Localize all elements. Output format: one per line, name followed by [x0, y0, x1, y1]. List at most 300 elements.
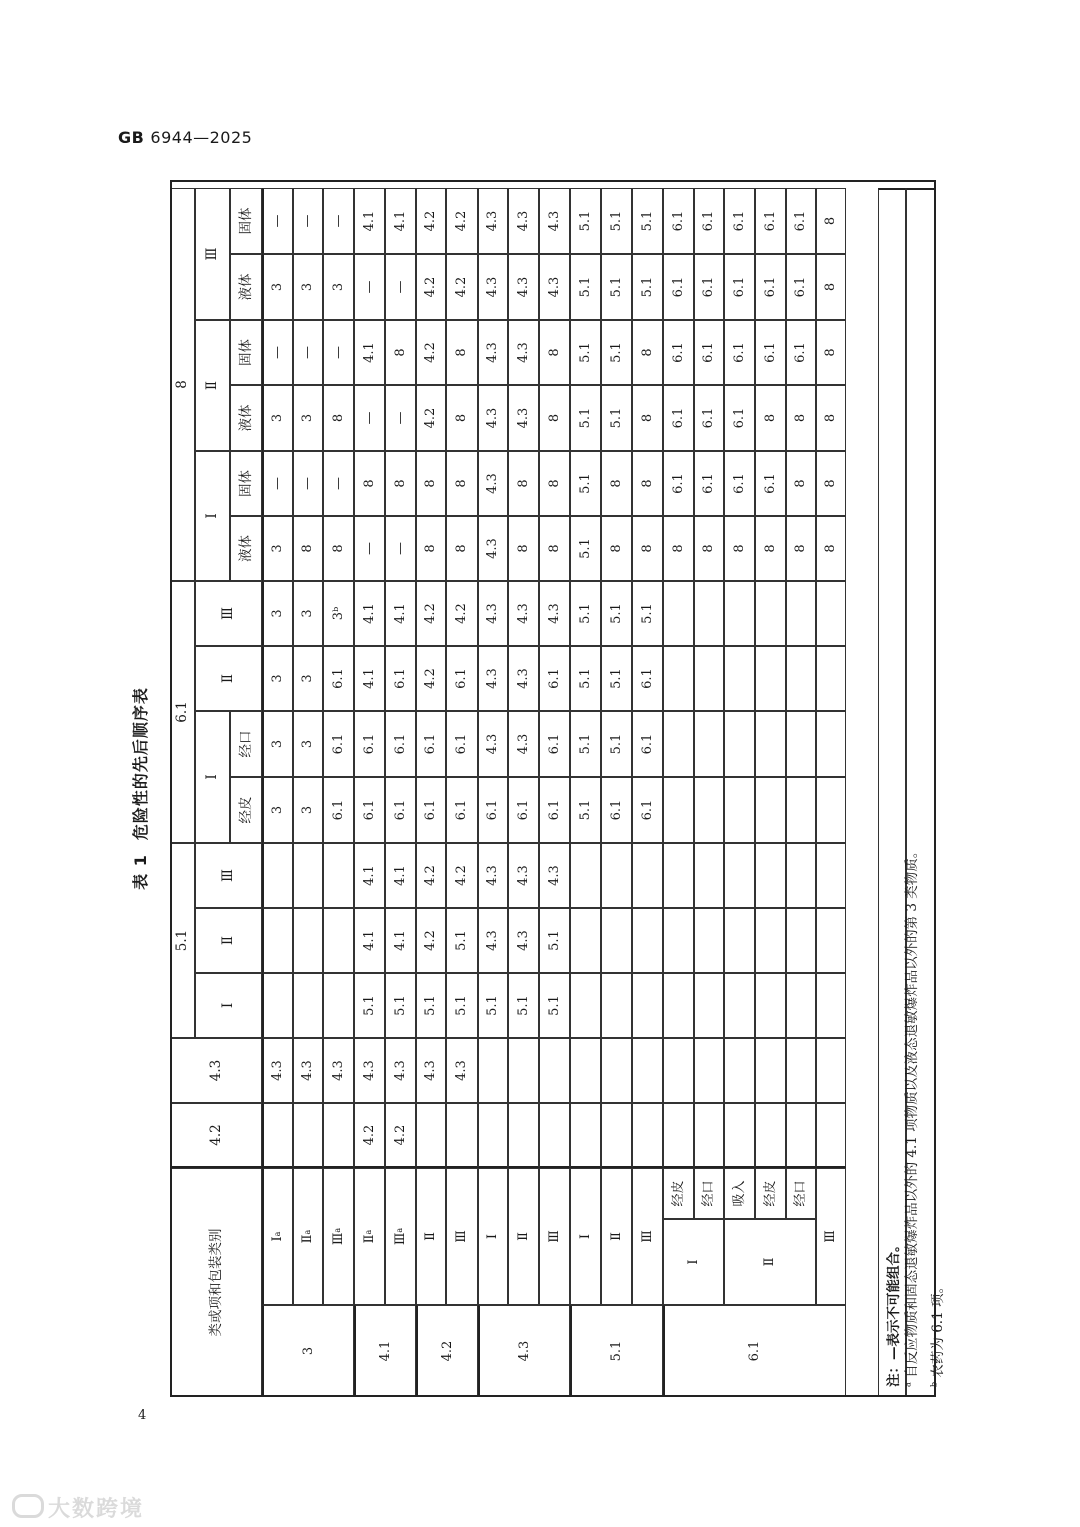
table-cell — [694, 320, 724, 385]
table-cell — [416, 320, 446, 385]
standard-code — [118, 128, 252, 147]
table-cell — [755, 516, 786, 581]
value-text: 3 — [300, 739, 316, 749]
table-cell — [262, 973, 293, 1038]
value-text: 3 — [270, 282, 286, 292]
value-text: 3 — [330, 282, 346, 292]
table-cell — [601, 581, 632, 646]
table-cell — [323, 1038, 354, 1103]
value-text: 4.3 — [485, 603, 501, 624]
value-text: 4.3 — [485, 733, 501, 755]
value-text: 8 — [731, 544, 747, 553]
value-text: 5.1 — [515, 995, 531, 1016]
table-cell — [354, 777, 385, 843]
table-cell — [570, 908, 601, 973]
row-route-label: 经皮 — [762, 1180, 778, 1207]
value-text: 6.1 — [361, 799, 377, 821]
table-title-text: 危险性的先后顺序表 — [131, 687, 150, 841]
value-text: 4.3 — [546, 210, 562, 232]
row-route-cell — [786, 1168, 816, 1219]
table-cell — [724, 1038, 755, 1103]
value-text: 4.3 — [515, 603, 531, 624]
table-cell — [755, 188, 786, 254]
table-cell — [694, 908, 724, 973]
row-pg-label: Ⅲ — [639, 1230, 655, 1243]
pg-label: Ⅱ — [220, 673, 237, 684]
table-cell — [539, 516, 570, 581]
table-cell — [385, 646, 416, 711]
table-cell — [385, 908, 416, 973]
table-cell — [663, 711, 694, 777]
row-group-4-3 — [478, 1305, 570, 1397]
table-cell — [601, 843, 632, 908]
table-cell — [632, 254, 663, 320]
table-cell — [539, 581, 570, 646]
value-text: 4.2 — [454, 603, 470, 624]
footnote-ref: a — [302, 1229, 312, 1235]
value-text: 6.1 — [515, 799, 531, 821]
col-header-4-3-cell — [170, 1038, 262, 1103]
footnote-b-text: 农药为 6.1 项。 — [930, 1280, 946, 1378]
row-pg-cell — [601, 1168, 632, 1305]
table-cell — [786, 581, 816, 646]
value-text: — — [300, 346, 316, 359]
row-pg-label: Ⅰ — [270, 1236, 286, 1242]
table-cell — [323, 908, 354, 973]
value-text: 8 — [546, 413, 562, 423]
value-text: 8 — [823, 216, 839, 226]
row-group-label: 4.2 — [439, 1340, 455, 1362]
table-cell — [632, 777, 663, 843]
table-cell — [632, 843, 663, 908]
table-cell — [786, 451, 816, 516]
table-cell — [385, 451, 416, 516]
table-cell — [478, 188, 508, 254]
value-text: 4.2 — [423, 276, 439, 298]
value-text: 4.3 — [485, 276, 501, 298]
value-text: — — [270, 214, 286, 228]
table-cell — [262, 188, 293, 254]
value-text: 3 — [270, 609, 286, 618]
table-cell — [632, 973, 663, 1038]
value-text: 4.2 — [392, 1124, 408, 1146]
row-pg-cell — [385, 1168, 416, 1305]
col-header-8-cell — [170, 188, 195, 581]
table-cell — [755, 777, 786, 843]
table-cell — [262, 908, 293, 973]
table-cell — [694, 188, 724, 254]
table-cell — [323, 646, 354, 711]
value-text: 5.1 — [608, 342, 624, 363]
value-text: 5.1 — [577, 407, 593, 429]
table-cell — [724, 516, 755, 581]
table-cell — [724, 581, 755, 646]
table-cell — [354, 711, 385, 777]
value-text: 3 — [270, 739, 286, 749]
table-footnotes — [903, 188, 946, 1397]
table-cell — [816, 1103, 846, 1168]
value-text: 5.1 — [577, 603, 593, 624]
table-title — [128, 180, 151, 1397]
table-cell — [354, 320, 385, 385]
table-cell — [323, 516, 354, 581]
value-text: 8 — [330, 544, 346, 553]
row-pg-label: Ⅲ — [330, 1232, 346, 1246]
value-text: 6.1 — [639, 733, 655, 755]
table-cell — [816, 646, 846, 711]
value-text: — — [361, 280, 377, 294]
table-cell — [663, 320, 694, 385]
table-cell — [416, 908, 446, 973]
col-header-4-2: 4.2 — [207, 1124, 224, 1146]
value-text: 6.1 — [454, 668, 470, 689]
table-cell — [478, 711, 508, 777]
table-cell — [446, 843, 478, 908]
value-text: 6.1 — [546, 799, 562, 821]
row-pg-label: Ⅱ — [762, 1257, 778, 1267]
table-cell — [323, 973, 354, 1038]
table-cell — [694, 777, 724, 843]
value-text: 6.1 — [793, 276, 809, 298]
table-cell — [539, 711, 570, 777]
footnote-b-mark: b — [929, 1381, 939, 1387]
table-cell — [446, 188, 478, 254]
value-text: 8 — [454, 413, 470, 423]
row-group-label: 4.1 — [377, 1340, 393, 1362]
value-text: 8 — [454, 348, 470, 357]
value-text: 8 — [515, 479, 531, 488]
value-text: 4.3 — [546, 865, 562, 886]
watermark — [12, 1492, 144, 1523]
table-cell — [632, 646, 663, 711]
value-text: 6.1 — [330, 668, 346, 689]
table-cell — [601, 320, 632, 385]
table-cell — [262, 516, 293, 581]
table-cell — [478, 908, 508, 973]
table-cell — [416, 516, 446, 581]
value-text: 6.1 — [485, 799, 501, 821]
value-text: 5.1 — [577, 538, 593, 559]
col-5-1-pg-2 — [195, 908, 262, 973]
table-cell — [478, 516, 508, 581]
table-cell — [416, 581, 446, 646]
col-8-pg-2-solid — [230, 320, 262, 385]
value-text: 5.1 — [608, 407, 624, 429]
table-cell — [816, 188, 846, 254]
table-cell — [293, 1103, 323, 1168]
col-8-pg-1-liquid — [230, 516, 262, 581]
table-cell — [786, 188, 816, 254]
value-text: 4.2 — [423, 407, 439, 429]
table-cell — [816, 777, 846, 843]
table-cell — [816, 385, 846, 451]
table-cell — [262, 385, 293, 451]
table-cell — [478, 581, 508, 646]
table-cell — [293, 581, 323, 646]
col-oral-label: 经口 — [237, 730, 254, 758]
table-cell — [262, 451, 293, 516]
table-cell — [478, 843, 508, 908]
table-cell — [446, 385, 478, 451]
table-cell — [816, 843, 846, 908]
table-cell — [446, 1038, 478, 1103]
value-text: 4.3 — [515, 210, 531, 232]
col-6-1-pg-2 — [195, 646, 262, 711]
col-8-pg-2 — [195, 320, 230, 451]
value-text: — — [361, 542, 377, 555]
table-cell — [385, 711, 416, 777]
table-cell — [478, 385, 508, 451]
table-cell — [570, 1103, 601, 1168]
table-cell — [570, 451, 601, 516]
table-cell — [446, 646, 478, 711]
value-text: 4.3 — [515, 668, 531, 689]
value-text: 6.1 — [392, 733, 408, 755]
table-cell — [508, 254, 539, 320]
table-cell — [786, 973, 816, 1038]
row-pg-cell — [354, 1168, 385, 1305]
table-cell — [508, 451, 539, 516]
table-cell — [663, 908, 694, 973]
table-cell — [539, 188, 570, 254]
col-8-pg-1-solid — [230, 451, 262, 516]
value-text: 8 — [361, 479, 377, 488]
value-text: 4.3 — [485, 930, 501, 951]
table-cell — [632, 385, 663, 451]
table-cell — [632, 188, 663, 254]
table-cell — [293, 646, 323, 711]
table-cell — [570, 385, 601, 451]
table-cell — [262, 1103, 293, 1168]
table-cell — [478, 451, 508, 516]
table-cell — [786, 843, 816, 908]
table-cell — [262, 646, 293, 711]
table-cell — [663, 646, 694, 711]
table-cell — [293, 777, 323, 843]
value-text: 4.2 — [361, 1124, 377, 1146]
row-group-label: 5.1 — [609, 1340, 625, 1362]
table-cell — [478, 320, 508, 385]
value-text: 4.2 — [454, 865, 470, 886]
value-text: 4.2 — [454, 276, 470, 298]
table-cell — [508, 711, 539, 777]
table-cell — [446, 777, 478, 843]
row-route-label: 吸入 — [731, 1180, 747, 1207]
row-pg-label: Ⅲ — [823, 1230, 839, 1243]
value-text: 5.1 — [639, 276, 655, 298]
table-cell — [632, 516, 663, 581]
table-cell — [724, 320, 755, 385]
value-text: 6.1 — [454, 799, 470, 821]
table-cell — [786, 777, 816, 843]
table-cell — [478, 1103, 508, 1168]
value-text: 5.1 — [608, 603, 624, 624]
row-pg-label: Ⅱ — [361, 1234, 377, 1244]
pg-label: Ⅲ — [220, 606, 237, 621]
footnote-ref: a — [333, 1227, 343, 1233]
value-text: 5.1 — [546, 995, 562, 1016]
table-cell — [755, 385, 786, 451]
table-cell — [663, 581, 694, 646]
table-cell — [694, 711, 724, 777]
table-cell — [385, 385, 416, 451]
value-text: — — [330, 346, 346, 359]
table-cell — [816, 711, 846, 777]
table-cell — [570, 1038, 601, 1103]
value-text: 3 — [270, 674, 286, 683]
col-6-1-oral — [230, 711, 262, 777]
value-text: 4.3 — [485, 473, 501, 494]
value-text: 8 — [823, 479, 839, 488]
table-cell — [724, 1103, 755, 1168]
value-text: 6.1 — [670, 473, 686, 494]
table-cell — [601, 385, 632, 451]
value-text: 4.3 — [485, 668, 501, 689]
value-text: 5.1 — [454, 930, 470, 951]
table-cell — [694, 385, 724, 451]
value-text: 6.1 — [731, 473, 747, 494]
table-cell — [446, 320, 478, 385]
table-cell — [755, 908, 786, 973]
value-text: 8 — [762, 544, 778, 553]
table-cell — [323, 777, 354, 843]
value-text: 4.3 — [515, 930, 531, 951]
table-cell — [632, 711, 663, 777]
table-cell — [446, 908, 478, 973]
table-cell — [354, 973, 385, 1038]
value-text: 4.2 — [454, 210, 470, 232]
row-pg-cell — [508, 1168, 539, 1305]
standard-prefix: GB — [118, 128, 145, 147]
table-cell — [293, 973, 323, 1038]
value-text: 3 — [300, 282, 316, 292]
corner-header-text: 类或项和包装类别 — [207, 1228, 224, 1337]
col-header-4-3: 4.3 — [207, 1059, 224, 1082]
table-cell — [539, 451, 570, 516]
table-cell — [446, 973, 478, 1038]
table-cell — [508, 1103, 539, 1168]
table-cell — [508, 581, 539, 646]
value-text: 8 — [639, 348, 655, 357]
table-cell — [385, 516, 416, 581]
value-text: 8 — [608, 479, 624, 488]
value-text: 5.1 — [577, 799, 593, 821]
table-cell — [446, 254, 478, 320]
value-text: 6.1 — [762, 342, 778, 363]
value-text: — — [361, 411, 377, 425]
table-cell — [539, 908, 570, 973]
table-cell — [632, 581, 663, 646]
table-cell — [816, 320, 846, 385]
row-6-1-pg-2 — [724, 1219, 816, 1305]
table-cell — [755, 646, 786, 711]
table-cell — [446, 711, 478, 777]
table-cell — [632, 451, 663, 516]
col-6-1-dermal — [230, 777, 262, 843]
table-cell — [323, 188, 354, 254]
table-cell — [724, 711, 755, 777]
row-pg-label: Ⅱ — [608, 1232, 624, 1241]
table-cell — [416, 188, 446, 254]
standard-number: 6944—2025 — [150, 128, 253, 147]
value-text: — — [300, 214, 316, 228]
table-cell — [323, 385, 354, 451]
table-cell — [416, 843, 446, 908]
value-text: 8 — [823, 413, 839, 423]
value-text: 4.1 — [392, 930, 408, 951]
table-cell — [724, 908, 755, 973]
table-cell — [478, 254, 508, 320]
table-cell — [262, 1038, 293, 1103]
col-8-pg-1 — [195, 451, 230, 581]
row-group-label: 3 — [300, 1346, 316, 1356]
col-header-5-1-cell — [170, 843, 195, 1038]
table-cell — [508, 973, 539, 1038]
value-text: 6.1 — [762, 473, 778, 494]
value-text: 8 — [793, 479, 809, 488]
value-text: 6.1 — [423, 733, 439, 755]
row-pg-cell — [446, 1168, 478, 1305]
row-group-4-1 — [354, 1305, 416, 1397]
table-cell — [293, 188, 323, 254]
value-text: 6.1 — [762, 276, 778, 298]
table-cell — [570, 646, 601, 711]
col-header-8: 8 — [174, 380, 191, 389]
table-cell — [416, 451, 446, 516]
value-text: 4.1 — [361, 210, 377, 232]
table-cell — [262, 711, 293, 777]
col-solid-label: 固体 — [237, 339, 254, 366]
table-cell — [816, 451, 846, 516]
col-8-pg-3-solid — [230, 188, 262, 254]
value-text: 4.3 — [454, 1060, 470, 1081]
value-text: 6.1 — [546, 733, 562, 755]
table-cell — [755, 973, 786, 1038]
table-label: 表 1 — [131, 854, 150, 890]
table-cell — [539, 777, 570, 843]
table-cell — [694, 973, 724, 1038]
table-cell — [508, 908, 539, 973]
row-pg-cell — [323, 1168, 354, 1305]
value-text: 4.3 — [330, 1060, 346, 1081]
table-cell — [601, 516, 632, 581]
value-text: 3ᵇ — [330, 606, 346, 621]
value-text: 8 — [639, 479, 655, 488]
table-cell — [508, 320, 539, 385]
value-text: 8 — [701, 544, 717, 553]
value-text: 5.1 — [608, 668, 624, 689]
value-text: 8 — [330, 413, 346, 423]
value-text: 4.1 — [361, 865, 377, 886]
table-cell — [724, 188, 755, 254]
table-cell — [601, 188, 632, 254]
value-text: 8 — [823, 282, 839, 292]
value-text: 4.3 — [485, 538, 501, 559]
value-text: 4.1 — [361, 930, 377, 951]
table-cell — [755, 320, 786, 385]
value-text: 6.1 — [762, 210, 778, 232]
table-cell — [478, 646, 508, 711]
value-text: — — [392, 411, 408, 425]
table-cell — [293, 843, 323, 908]
row-group-6-1 — [663, 1305, 846, 1397]
table-cell — [262, 581, 293, 646]
value-text: 6.1 — [701, 342, 717, 363]
table-cell — [570, 320, 601, 385]
table-cell — [663, 385, 694, 451]
table-cell — [786, 1103, 816, 1168]
row-pg-label: Ⅱ — [423, 1232, 439, 1241]
